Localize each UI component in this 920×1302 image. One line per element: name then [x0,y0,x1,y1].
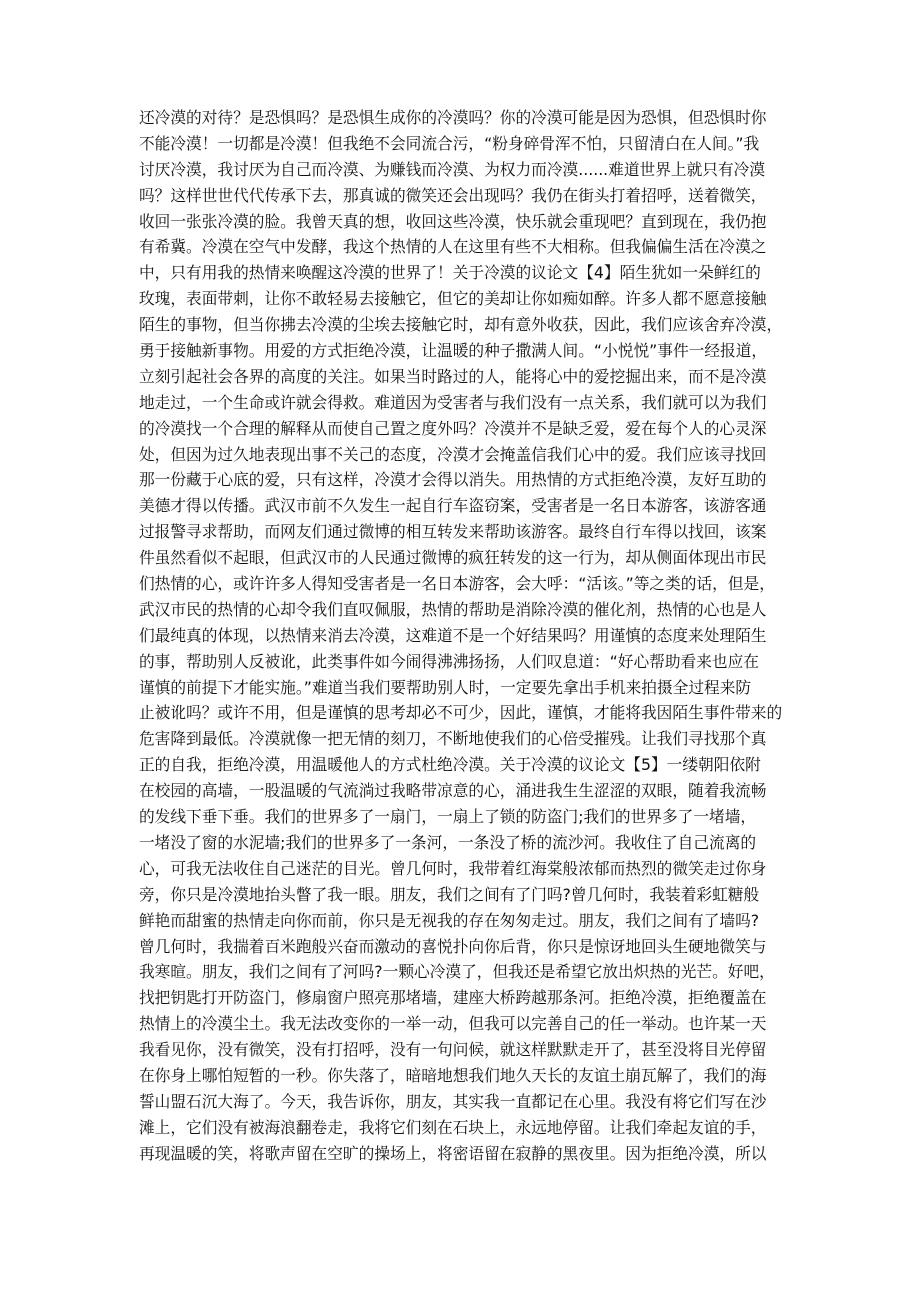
text-line: 立刻引起社会各界的高度的关注。如果当时路过的人，能将心中的爱挖掘出来，而不是冷漠 [139,366,767,386]
text-line: 谨慎的前提下才能实施。”难道当我们要帮助别人时，一定要先拿出手机来拍摄全过程来防 [139,677,752,697]
text-line: 陌生的事物，但当你拂去冷漠的尘埃去接触它时，却有意外收获，因此，我们应该舍弃冷漠， [139,315,783,335]
text-line: 们最纯真的体现，以热情来消去冷漠，这难道不是一个好结果吗？用谨慎的态度来处理陌生 [139,625,767,645]
text-line: 在你身上哪怕短暂的一秒。你失落了，暗暗地想我们地久天长的友谊土崩瓦解了，我们的海 [139,1065,767,1085]
text-line: 有希冀。冷漠在空气中发酵，我这个热情的人在这里有些不大相称。但我偏偏生活在冷漠之 [139,237,767,257]
text-line: 热情上的冷漠尘土。我无法改变你的一举一动，但我可以完善自己的任一举动。也许某一天 [139,1014,767,1034]
text-line: 们热情的心，或许许多人得知受害者是一名日本游客，会大呼：“活该。”等之类的话，但是， [139,574,775,594]
text-line: 止被讹吗？或许不用，但是谨慎的思考却必不可少，因此，谨慎，才能将我因陌生事件带来的 [139,703,783,723]
text-line: 旁，你只是冷漠地抬头瞥了我一眼。朋友，我们之间有了门吗?曾几何时，我装着彩虹糖般 [139,884,760,904]
text-line: 我寒暄。朋友，我们之间有了河吗?一颗心冷漠了，但我还是希望它放出炽热的光芒。好吧， [139,962,775,982]
text-line: 武汉市民的热情的心却令我们直叹佩服，热情的帮助是消除冷漠的催化剂，热情的心也是人 [139,599,767,619]
text-line: 找把钥匙打开防盗门，修扇窗户照亮那堵墙，建座大桥跨越那条河。拒绝冷漠，拒绝覆盖在 [139,988,767,1008]
essay-body [139,105,789,1167]
text-line: 一堵没了窗的水泥墙;我们的世界多了一条河，一条没了桥的流沙河。我收住了自己流离的 [139,832,757,852]
text-line: 中，只有用我的热情来唤醒这冷漠的世界了！关于冷漠的议论文【4】陌生犹如一朵鲜红的 [139,263,761,283]
text-line: 那一份藏于心底的爱，只有这样，冷漠才会得以消失。用热情的方式拒绝冷漠，友好互助的 [139,470,767,490]
text-line: 曾几何时，我揣着百米跑般兴奋而激动的喜悦扑向你后背，你只是惊讶地回头生硬地微笑与 [139,936,767,956]
text-line: 勇于接触新事物。用爱的方式拒绝冷漠，让温暖的种子撒满人间。“小悦悦”事件一经报道， [139,341,768,361]
text-line: 的发线下垂下垂。我们的世界多了一扇门，一扇上了锁的防盗门;我们的世界多了一堵墙， [139,807,757,827]
text-line: 滩上，它们没有被海浪翻卷走，我将它们刻在石块上，永远地停留。让我们牵起友谊的手， [139,1117,767,1137]
text-line: 还冷漠的对待？是恐惧吗？是恐惧生成你的冷漠吗？你的冷漠可能是因为恐惧，但恐惧时你 [139,108,767,127]
text-line: 在校园的高墙，一股温暖的气流淌过我略带凉意的心，涌进我生生涩涩的双眼，随着我流畅 [139,781,767,801]
text-line: 过报警寻求帮助，而网友们通过微博的相互转发来帮助该游客。最终自行车得以找回，该案 [139,522,767,542]
text-line: 件虽然看似不起眼，但武汉市的人民通过微博的疯狂转发的这一行为，却从侧面体现出市民 [139,548,767,568]
text-line: 正的自我，拒绝冷漠，用温暖他人的方式杜绝冷漠。关于冷漠的议论文【5】一缕朝阳依附 [139,755,761,775]
text-line: 讨厌冷漠，我讨厌为自己而冷漠、为赚钱而冷漠、为权力而冷漠......难道世界上就只有冷漠 [139,159,766,179]
text-line: 我看见你，没有微笑，没有打招呼，没有一句问候，就这样默默走开了，甚至没将目光停留 [139,1040,767,1060]
text-line: 的冷漠找一个合理的解释从而使自己置之度外吗？冷漠并不是缺乏爱，爱在每个人的心灵深 [139,418,767,438]
text-line: 心，可我无法收住自己迷茫的目光。曾几何时，我带着红海棠般浓郁而热烈的微笑走过你身 [139,858,767,878]
text-line: 的事，帮助别人反被讹，此类事件如今闹得沸沸扬扬，人们叹息道：“好心帮助看来也应在 [139,651,759,671]
text-line: 收回一张张冷漠的脸。我曾天真的想，收回这些冷漠，快乐就会重现吧？直到现在，我仍抱 [139,211,767,231]
text-line: 玫瑰，表面带刺，让你不敢轻易去接触它，但它的美却让你如痴如醉。许多人都不愿意接触 [139,289,767,309]
text-line: 誓山盟石沉大海了。今天，我告诉你，朋友，其实我一直都记在心里。我没有将它们写在沙 [139,1091,767,1111]
text-line: 吗？这样世世代代传承下去，那真诚的微笑还会出现吗？我仍在街头打着招呼，送着微笑， [139,185,767,205]
text-line: 危害降到最低。冷漠就像一把无情的刻刀，不断地使我们的心倍受摧残。让我们寻找那个真 [139,729,767,749]
text-line: 美德才得以传播。武汉市前不久发生一起自行车盗窃案，受害者是一名日本游客，该游客通 [139,496,767,516]
text-line: 再现温暖的笑，将歌声留在空旷的操场上，将密语留在寂静的黑夜里。因为拒绝冷漠，所以 [139,1143,767,1163]
text-line: 不能冷漠！一切都是冷漠！但我绝不会同流合污，“粉身碎骨浑不怕，只留清白在人间。”我 [139,133,760,153]
text-line: 处，但因为过久地表现出事不关己的态度，冷漠才会掩盖信我们心中的爱。我们应该寻找回 [139,444,767,464]
text-line: 地走过，一个生命或许就会得救。难道因为受害者与我们没有一点关系，我们就可以为我们 [139,392,767,412]
text-line: 鲜艳而甜蜜的热情走向你而前，你只是无视我的存在匆匆走过。朋友，我们之间有了墙吗? [139,910,760,930]
